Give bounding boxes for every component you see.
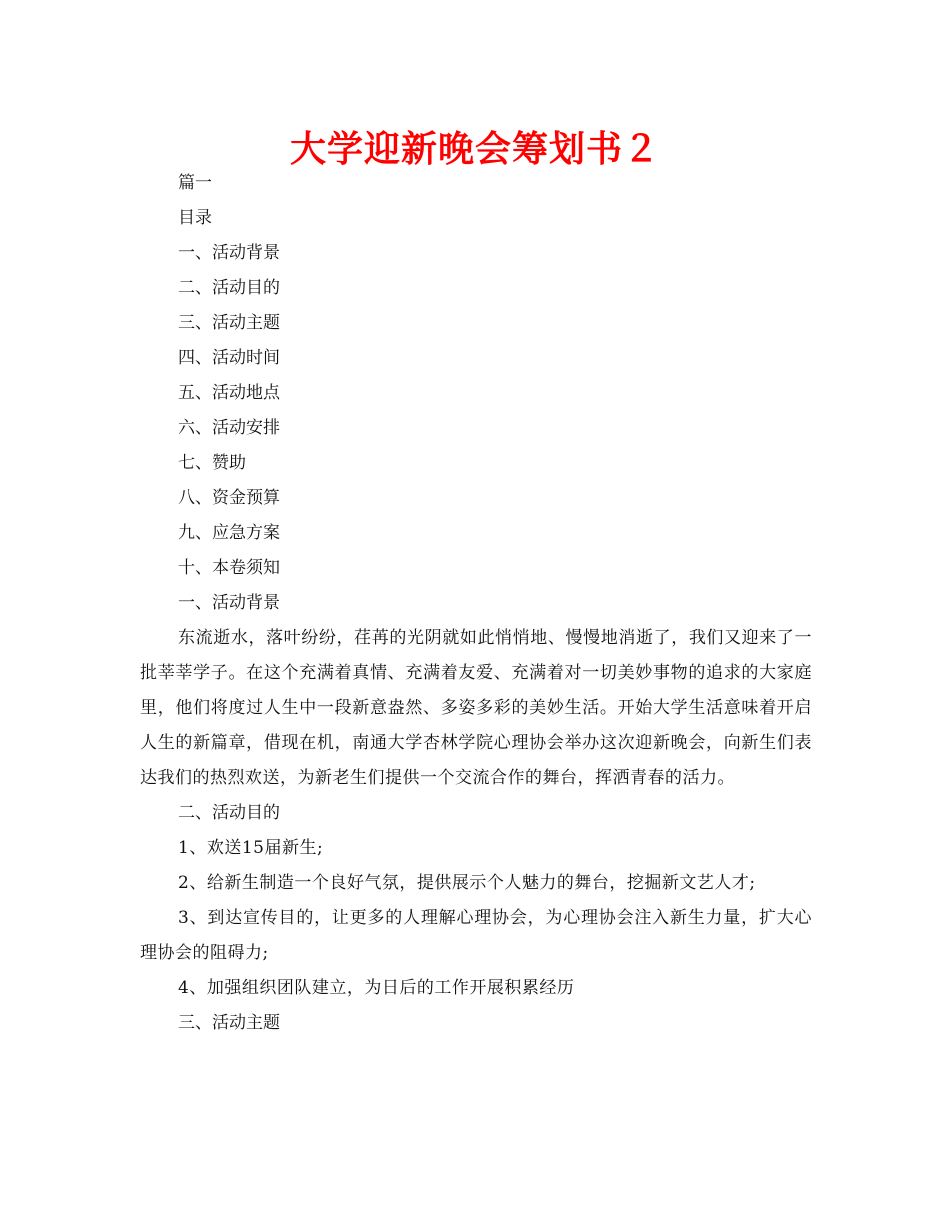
table-of-contents — [140, 236, 812, 586]
purpose-item: 1、欢送15届新生; — [178, 838, 324, 858]
toc-item: 一、活动背景 — [178, 243, 280, 263]
toc-item: 二、活动目的 — [178, 278, 280, 298]
toc-item: 三、活动主题 — [178, 313, 280, 333]
background-paragraph: 东流逝水，落叶纷纷，荏苒的光阴就如此悄悄地、慢慢地消逝了，我们又迎来了一批莘莘学子。在这个充满着真情、充满着友爱、充满着对一切美妙事物的追求的大家庭里，他们将度过人生中一段新意盎然、多姿多彩的美妙生活。开始大学生活意味着开启人生的新篇章，借现在机，南通大学杏林学院心理协会举办这次迎新晚会，向新生们表达我们的热烈欢送，为新老生们提供一个交流合作的舞台，挥洒青春的活力。 — [140, 628, 812, 788]
toc-item: 五、活动地点 — [178, 383, 280, 403]
section-heading-purpose: 二、活动目的 — [178, 803, 280, 823]
toc-label: 目录 — [178, 208, 212, 228]
toc-item: 七、赞助 — [178, 453, 246, 473]
purpose-item: 4、加强组织团队建立，为日后的工作开展积累经历 — [178, 978, 575, 998]
toc-item: 八、资金预算 — [178, 488, 280, 508]
part-label: 篇一 — [178, 173, 212, 193]
toc-item: 九、应急方案 — [178, 523, 280, 543]
section-heading-background: 一、活动背景 — [178, 593, 280, 613]
toc-item: 四、活动时间 — [178, 348, 280, 368]
toc-item: 六、活动安排 — [178, 418, 280, 438]
section-heading-theme: 三、活动主题 — [178, 1013, 280, 1033]
purpose-item: 3、到达宣传目的，让更多的人理解心理协会，为心理协会注入新生力量，扩大心理协会的阻碍力; — [140, 908, 812, 963]
document-title: 大学迎新晚会筹划书２ — [289, 129, 660, 170]
toc-item: 十、本卷须知 — [178, 558, 280, 578]
purpose-item: 2、给新生制造一个良好气氛，提供展示个人魅力的舞台，挖掘新文艺人才; — [178, 873, 756, 893]
document-body — [140, 166, 812, 1041]
